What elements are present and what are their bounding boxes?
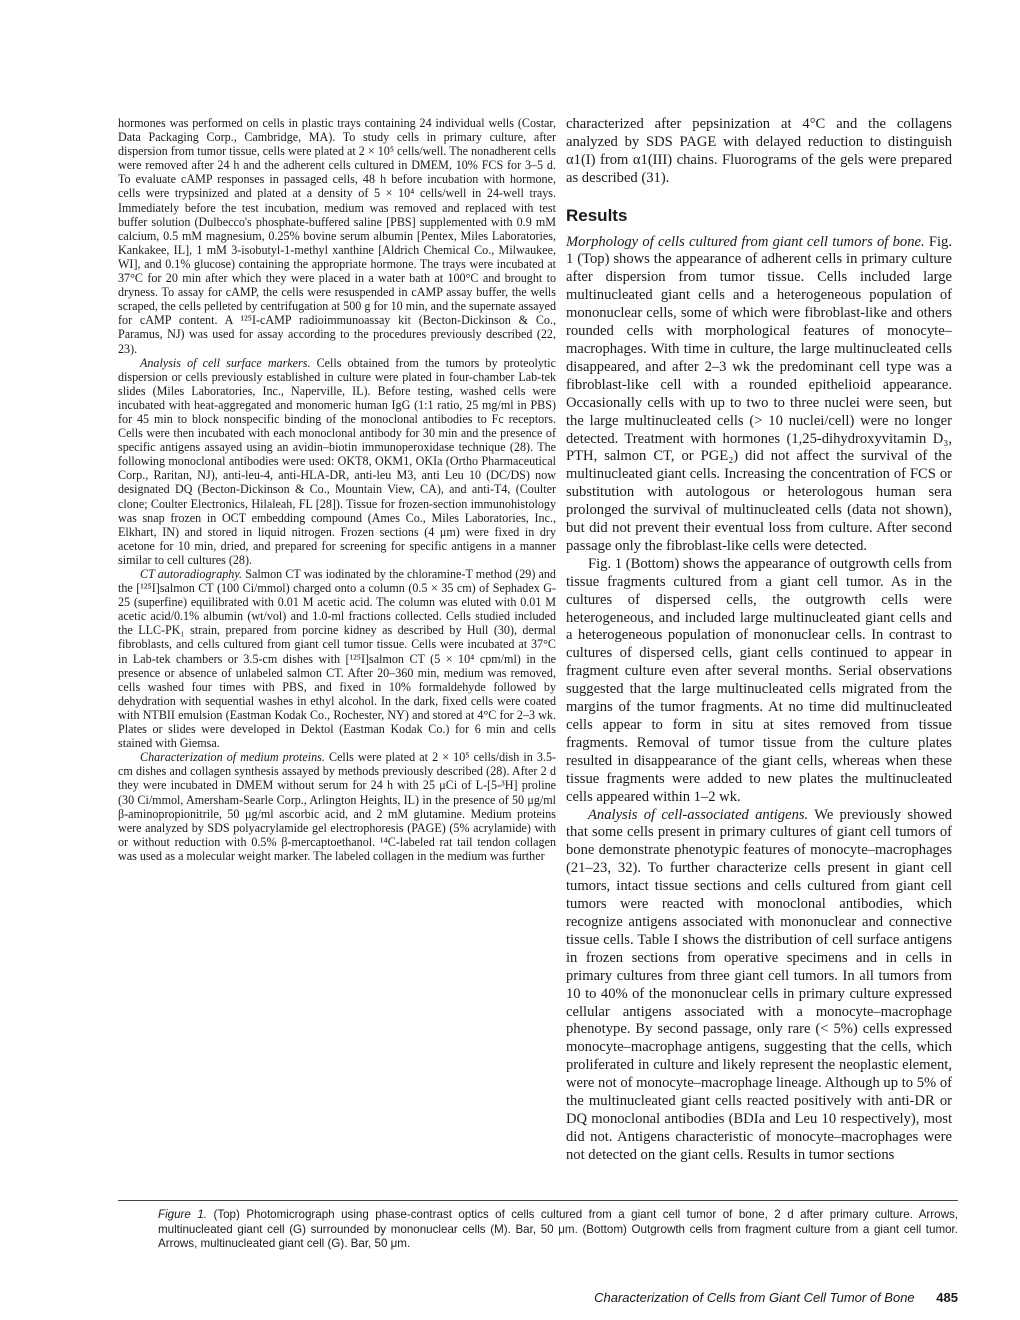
left-column xyxy=(118,116,556,863)
paragraph-body-medium-proteins: Cells were plated at 2 × 10⁵ cells/dish in 3.5-cm dishes and collagen synthesis assayed by methods previously described (28). After 2 d they were incubated in DMEM without serum for 24 h with 25 μCi of L-[5-³H] proline (30 Ci/mmol, Amersham-Searle Corp., Arlington Heights, IL) in the presence of 50 μg/ml β-aminopropionitrile, 50 μg/ml ascorbic acid, and 2 mM glutamine. Medium proteins were analyzed by SDS polyacrylamide gel electrophoresis (PAGE) (5% acrylamide) with or without reduction with 0.5% β-mercaptoethanol. ¹⁴C-labeled rat tail tendon collagen was used as a molecular weight marker. The labeled collagen in the medium was further xyxy=(118,750,557,863)
subsection-title-antigens: Analysis of cell-associated antigens. xyxy=(588,806,809,823)
paragraph-body-morphology: Fig. 1 (Top) shows the appearance of adherent cells in primary culture after dispersion from tumor tissue. Cells included large multinucleated giant cells and a heterogeneous population of mononuclear cells, some of which were fibroblast-like and others rounded cells with morphological features of monocyte–macrophages. With time in culture, the large multinucleated cells disappeared, and after 2–3 wk the predominant cell type was a fibroblast-like cell with a rounded epithelioid appearance. Occasionally cells with up to two to three nuclei were seen, but the large multinucleated cells (> 10 nuclei/cell) were no longer detected. Treatment with hormones (1,25-dihydroxyvitamin D₃, PTH, salmon CT, or PGE₂) did not affect the survival of the multinucleated giant cells. Increasing the concentration of FCS or substitution with autologous or heterologous human sera prolonged the survival of multinucleated cells (data not shown), but did not prevent their eventual loss from culture. After second passage only the fibroblast-like cells were detected. xyxy=(566,233,952,554)
paragraph-body-antigens: We previously showed that some cells present in primary cultures of giant cell tumors of bone demonstrate phenotypic features of monocyte–macrophages (21–23, 32). To further characterize cells present in giant cell tumors, intact tissue sections and cells cultured from giant cell tumors were reacted with monoclonal antibodies, which recognize antigens associated with mononuclear and connective tissue cells. Table I shows the distribution of cell surface antigens in frozen sections from operative specimens and in cells in primary cultures from three giant cell tumors. In all tumors from 10 to 40% of the mononuclear cells in primary culture expressed cellular antigens associated with a monocyte–macrophage phenotype. By second passage, only rare (< 5%) cells expressed monocyte–macrophage antigens, suggesting that the cells, which proliferated in culture and likely represent the neoplastic element, were not of monocyte–macrophage lineage. Although up to 5% of the multinucleated giant cells reacted positively with anti-DR or DQ monoclonal antibodies (BDIa and Leu 10 respectively), most did not. Antigens characteristic of monocyte–macrophages were not detected on the giant cells. Results in tumor sections xyxy=(566,806,952,1163)
subsection-title-surface-markers: Analysis of cell surface markers. xyxy=(140,355,311,370)
methods-paragraph-autoradiography xyxy=(118,567,556,750)
figure-label: Figure 1. xyxy=(158,1208,207,1221)
paragraph-body-autoradiography: Salmon CT was iodinated by the chloramine-T method (29) and the [¹²⁵I]salmon CT (100 Ci/mmol) charged onto a column (0.5 × 35 cm) of Sephadex G-25 (superfine) equilibrated with 0.01 M acetic acid. The column was eluted with 0.01 M acetic acid/0.1% albumin (wt/vol) and 1.0-ml fractions collected. Cells studied included the LLC-PK₁ strain, prepared from porcine kidney as described by Hull (30), dermal fibroblasts, and cells cultured from giant cell tumor tissue. Cells were incubated at 37°C in Lab-tek chambers or 3.5-cm dishes with [¹²⁵I]salmon CT (5 × 10⁴ cpm/ml) in the presence or absence of unlabeled salmon CT. After 20–360 min, medium was removed, cells washed four times with PBS, and fixed in 10% formaldehyde followed by dehydration with sequential washes in ethyl alcohol. In the dark, fixed cells were coated with NTBII emulsion (Eastman Kodak Co., Rochester, NY) and stored at 4°C for 2–3 wk. Plates or slides were developed in Dektol (Eastman Kodak Co.) for 6 min and cells stained with Giemsa. xyxy=(118,567,556,751)
caption-divider xyxy=(118,1200,958,1201)
results-paragraph-outgrowth: Fig. 1 (Bottom) shows the appearance of outgrowth cells from tissue fragments cultured from a giant cell tumor. As in the cultures of dispersed cells, the outgrowth cells were heterogeneous, and included large multinucleated giant cells and a heterogeneous population of mononuclear cells. In contrast to cultures of dispersed cells, giant cells continued to appear in fragment culture even after several months. Serial observations suggested that the large multinucleated cells migrated from the margins of the tumor fragments. At no time did multinucleated cells appear to form in situ at sites removed from tissue fragments. Removal of tumor tissue from the culture plates resulted in disappearance of the giant cells, whereas when these tissue fragments were added to new plates the multinucleated cells appeared within 1–2 wk. xyxy=(566,555,952,805)
subsection-title-autoradiography: CT autoradiography. xyxy=(140,567,243,581)
results-paragraph-morphology xyxy=(566,234,952,556)
results-paragraph-antigens xyxy=(566,807,952,1165)
methods-paragraph-collagen: characterized after pepsinization at 4°C and the collagens analyzed by SDS PAGE with delayed reduction to distinguish α1(I) from α1(III) chains. Fluorograms of the gels were prepared as described (31). xyxy=(566,116,952,186)
running-title: Characterization of Cells from Giant Cell Tumor of Bone xyxy=(594,1290,915,1305)
right-column xyxy=(566,116,952,1165)
subsection-title-morphology: Morphology of cells cultured from giant cell tumors of bone. xyxy=(566,233,925,250)
methods-paragraph-medium-proteins xyxy=(118,750,556,863)
paragraph-body-surface-markers: Cells obtained from the tumors by proteolytic dispersion or cells previously established in culture were plated in four-chamber Lab-tek slides (Miles Laboratories, Inc., Naperville, IL). Before testing, washed cells were incubated with heat-aggregated and monomeric human IgG (1:1 ratio, 25 mg/ml in PBS) for 45 min to block nonspecific binding of the monoclonal antibodies to Fc receptors. Cells were then incubated with each monoclonal antibody for 30 min and the presence of specific antigens assayed using an avidin–biotin immunoperoxidase technique (28). The following monoclonal antibodies were used: OKT8, OKM1, OKIa (Ortho Pharmaceutical Corp., Raritan, NJ), anti-leu-4, anti-HLA-DR, anti-leu M3, anti Leu 10 (DC/DS) now designated DQ (Becton-Dickinson & Co., Mountain View, CA), and anti-T4, (Coulter clone; Coulter Electronics, Hilaleah, FL [28]). Tissue for frozen-section immunohistology was snap frozen in OCT embedding compound (Ames Co., Miles Laboratories, Inc., Elkhart, IN) and stored in liquid nitrogen. Frozen sections (4 μm) were fixed in dry acetone for 10 min, dried, and prepared for screening for specific antigens in a manner similar to cell cultures (28). xyxy=(118,355,557,567)
section-heading-results: Results xyxy=(566,205,628,225)
methods-paragraph-camp: hormones was performed on cells in plastic trays containing 24 individual wells (Costar, Data Packaging Corp., Cambridge, MA). To study cells in primary culture, after dispersion from tumor tissue, cells were plated at 2 × 10⁵ cells/well. The nonadherent cells were removed after 24 h and the adherent cells cultured in DMEM, 10% FCS for 3–5 d. To evaluate cAMP responses in passaged cells, 48 h before incubation with hormone, cells were trypsinized and plated at a density of 5 × 10⁴ cells/well in 24-well trays. Immediately before the test incubation, medium was removed and replaced with test buffer solution (Dulbecco's phosphate-buffered saline [PBS] supplemented with 0.9 mM calcium, 0.5 mM magnesium, 0.25% bovine serum albumin [Pentex, Miles Laboratories, Kankakee, IL], 1 mM 3-isobutyl-1-methyl xanthine [Aldrich Chemical Co., Milwaukee, WI], and 0.1% glucose) containing the appropriate hormone. The trays were incubated at 37°C for 20 min after which they were placed in a water bath at 100°C and brought to dryness. To assay for cAMP, the cells were resuspended in cAMP assay buffer, the wells scraped, the cells pelleted by centrifugation at 500 g for 10 min, and the supernate assayed for cAMP content. A ¹²⁵I-cAMP radioimmunoassay kit (Becton-Dickinson & Co., Paramus, NJ) was used for assay according to the procedures previously described (22, 23). xyxy=(118,116,557,356)
page-number: 485 xyxy=(936,1290,958,1305)
subsection-title-medium-proteins: Characterization of medium proteins. xyxy=(140,750,325,765)
figure-caption xyxy=(158,1208,958,1252)
figure-caption-text: (Top) Photomicrograph using phase-contrast optics of cells cultured from a giant cell tumor of bone, 2 d after primary culture. Arrows, multinucleated giant cell (G) surrounded by mononuclear cells (M). Bar, 50 μm. (Bottom) Outgrowth cells from fragment culture from a giant cell tumor. Arrows, multinucleated giant cell (G). Bar, 50 μm. xyxy=(158,1208,958,1251)
page-footer xyxy=(594,1290,958,1305)
methods-paragraph-surface-markers xyxy=(118,356,556,567)
